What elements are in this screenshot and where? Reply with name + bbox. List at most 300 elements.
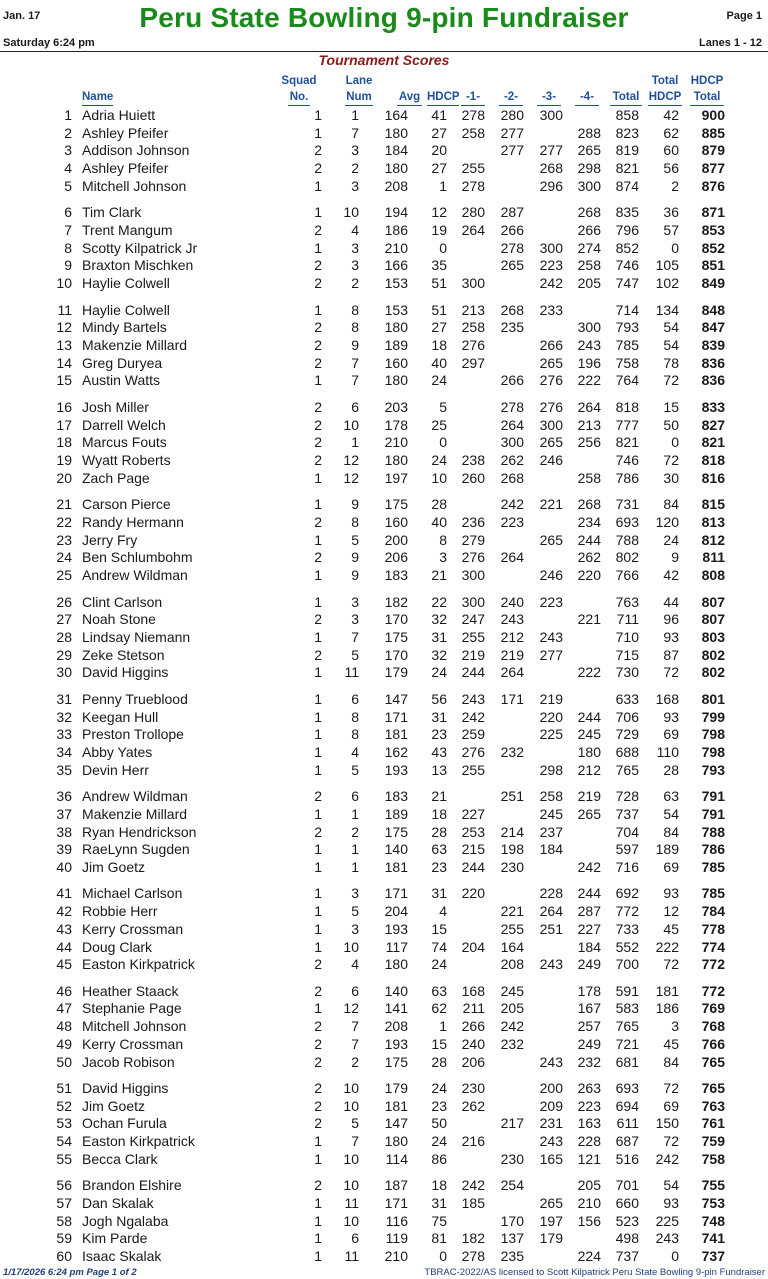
cell-hdcp-total: 765 [701, 1053, 725, 1070]
cell-game-2: 235 [500, 1248, 524, 1265]
cell-name: Tim Clark [82, 204, 142, 221]
cell-game-3: 258 [539, 788, 563, 805]
cell-rank: 54 [56, 1133, 72, 1150]
cell-total-hdcp: 225 [655, 1212, 679, 1229]
cell-lane: 8 [351, 708, 359, 725]
cell-hdcp: 24 [431, 452, 447, 468]
cell-squad: 2 [314, 956, 322, 973]
cell-squad: 2 [314, 319, 322, 336]
cell-game-3: 165 [539, 1150, 563, 1167]
cell-game-2: 164 [500, 938, 524, 955]
cell-lane: 3 [351, 885, 359, 902]
cell-lane: 3 [351, 920, 359, 937]
cell-avg: 182 [384, 593, 408, 610]
cell-avg: 187 [384, 1177, 408, 1194]
cell-game-3: 277 [539, 142, 563, 159]
cell-game-2: 245 [500, 982, 524, 999]
cell-total-hdcp: 134 [655, 301, 679, 318]
cell-name: Isaac Skalak [82, 1248, 162, 1265]
cell-game-1: 253 [461, 823, 485, 840]
cell-squad: 2 [314, 354, 322, 371]
table-row [0, 354, 768, 372]
cell-squad: 1 [314, 1248, 322, 1265]
cell-rank: 40 [56, 858, 72, 875]
cell-game-2: 223 [500, 513, 524, 530]
cell-squad: 1 [314, 239, 322, 256]
cell-lane: 10 [343, 1150, 359, 1167]
cell-name: Doug Clark [82, 938, 153, 955]
cell-rank: 58 [56, 1212, 72, 1229]
cell-avg: 117 [385, 938, 408, 955]
cell-total: 681 [615, 1053, 639, 1070]
cell-name: Jerry Fry [82, 531, 138, 548]
cell-hdcp-total: 793 [701, 761, 725, 778]
cell-avg: 162 [384, 743, 408, 760]
cell-hdcp-total: 785 [701, 858, 725, 875]
cell-avg: 170 [384, 611, 408, 628]
cell-total-hdcp: 84 [663, 1053, 679, 1070]
cell-name: Braxton Mischken [82, 257, 194, 274]
cell-hdcp-total: 853 [701, 222, 725, 238]
cell-avg: 179 [384, 664, 408, 681]
cell-game-3: 179 [539, 1230, 563, 1247]
cell-lane: 5 [351, 1115, 359, 1132]
cell-total-hdcp: 54 [663, 337, 679, 353]
cell-lane: 3 [351, 611, 359, 628]
cell-game-3: 221 [539, 496, 563, 513]
cell-total-hdcp: 84 [663, 823, 679, 840]
cell-hdcp-total: 811 [702, 549, 725, 566]
cell-game-3: 223 [539, 257, 563, 274]
cell-hdcp: 21 [431, 567, 447, 583]
cell-game-2: 300 [500, 434, 524, 451]
cell-squad: 1 [314, 1230, 322, 1247]
cell-lane: 6 [351, 690, 359, 707]
cell-rank: 9 [64, 257, 72, 274]
cell-name: Heather Staack [82, 982, 179, 999]
cell-rank: 36 [56, 788, 72, 805]
cell-total: 737 [615, 805, 639, 822]
cell-game-4: 266 [577, 222, 601, 238]
cell-name: Wyatt Roberts [82, 452, 171, 468]
report-title: Peru State Bowling 9-pin Fundraiser [139, 2, 629, 33]
cell-game-2: 232 [500, 743, 524, 760]
cell-name: Robbie Herr [82, 903, 158, 920]
cell-avg: 208 [384, 177, 408, 194]
cell-total: 777 [615, 416, 639, 433]
cell-hdcp-total: 802 [701, 646, 725, 663]
cell-game-4: 221 [577, 611, 601, 628]
cell-game-2: 243 [500, 611, 524, 628]
cell-game-4: 220 [577, 567, 601, 583]
cell-avg: 140 [384, 841, 408, 858]
table-row [0, 982, 768, 1000]
cell-lane: 8 [351, 513, 359, 530]
cell-squad: 1 [314, 628, 322, 645]
cell-squad: 1 [314, 726, 322, 743]
cell-total: 687 [615, 1133, 639, 1150]
cell-game-1: 260 [461, 469, 485, 486]
table-row [0, 805, 768, 823]
cell-squad: 1 [314, 177, 322, 194]
cell-rank: 3 [64, 142, 72, 159]
cell-hdcp: 41 [431, 107, 447, 123]
cell-game-3: 276 [539, 398, 563, 415]
cell-lane: 2 [351, 1053, 359, 1070]
cell-total-hdcp: 57 [663, 222, 679, 238]
cell-hdcp-total: 761 [701, 1115, 725, 1132]
cell-game-1: 300 [461, 567, 485, 583]
cell-total: 591 [615, 982, 639, 999]
cell-squad: 1 [314, 903, 322, 920]
cell-hdcp-total: 798 [701, 726, 725, 743]
cell-rank: 41 [56, 885, 72, 902]
cell-name: Easton Kirkpatrick [82, 956, 195, 973]
cell-game-3: 300 [539, 416, 563, 433]
cell-hdcp-total: 803 [701, 628, 725, 645]
cell-game-4: 249 [577, 956, 601, 973]
cell-name: Noah Stone [82, 611, 156, 628]
cell-hdcp: 24 [431, 664, 447, 681]
table-row [0, 610, 768, 628]
cell-game-2: 278 [500, 398, 524, 415]
cell-squad: 1 [314, 1150, 322, 1167]
cell-game-1: 259 [461, 726, 485, 743]
cell-rank: 7 [64, 222, 72, 238]
cell-avg: 194 [384, 204, 408, 221]
cell-game-1: 276 [461, 337, 485, 353]
cell-avg: 181 [384, 858, 408, 875]
cell-hdcp: 18 [431, 1177, 447, 1194]
cell-game-2: 264 [500, 416, 524, 433]
cell-game-2: 235 [500, 319, 524, 336]
cell-name: Haylie Colwell [82, 301, 170, 318]
cell-rank: 23 [56, 531, 72, 548]
cell-name: Kerry Crossman [82, 920, 184, 937]
table-row [0, 1053, 768, 1071]
cell-total-hdcp: 110 [656, 743, 679, 760]
cell-game-1: 185 [461, 1195, 485, 1211]
cell-game-1: 227 [461, 805, 485, 822]
cell-squad: 2 [314, 1177, 322, 1194]
cell-game-3: 265 [539, 434, 563, 451]
cell-avg: 178 [384, 416, 408, 433]
cell-game-2: 266 [500, 222, 524, 238]
cell-name: Darrell Welch [82, 416, 166, 433]
cell-hdcp: 75 [431, 1212, 447, 1229]
cell-game-3: 225 [539, 726, 563, 743]
cell-hdcp-total: 778 [701, 920, 725, 937]
cell-total: 758 [615, 354, 639, 371]
cell-squad: 1 [314, 1212, 322, 1229]
cell-game-3: 223 [539, 593, 563, 610]
table-row [0, 256, 768, 274]
cell-avg: 210 [384, 239, 408, 256]
cell-rank: 50 [56, 1053, 72, 1070]
cell-game-3: 243 [539, 628, 563, 645]
cell-name: Jim Goetz [82, 1097, 146, 1114]
cell-game-4: 265 [577, 142, 601, 159]
cell-hdcp: 0 [439, 239, 447, 256]
cell-rank: 51 [56, 1080, 72, 1096]
col-hdcp-total-bottom: Total [690, 89, 724, 106]
cell-total-hdcp: 93 [663, 1195, 679, 1211]
cell-hdcp: 31 [431, 885, 447, 902]
cell-lane: 9 [351, 567, 359, 583]
cell-game-4: 287 [577, 903, 601, 920]
cell-game-1: 258 [461, 124, 485, 141]
cell-hdcp-total: 772 [701, 956, 725, 973]
cell-total-hdcp: 96 [663, 611, 679, 628]
table-row [0, 593, 768, 611]
cell-rank: 43 [56, 920, 72, 937]
cell-game-3: 265 [539, 531, 563, 548]
cell-game-4: 288 [577, 124, 601, 141]
cell-game-2: 255 [500, 920, 524, 937]
cell-total-hdcp: 0 [671, 1248, 679, 1265]
cell-squad: 2 [314, 549, 322, 566]
cell-avg: 147 [384, 1115, 408, 1132]
cell-total-hdcp: 72 [663, 1133, 679, 1150]
cell-name: Keegan Hull [82, 708, 159, 725]
cell-game-2: 266 [500, 372, 524, 389]
table-row [0, 840, 768, 858]
cell-name: Josh Miller [82, 398, 149, 415]
cell-hdcp: 24 [431, 1133, 447, 1150]
col-total-hdcp-top: Total [651, 75, 679, 87]
cell-game-2: 214 [500, 823, 524, 840]
cell-avg: 193 [384, 761, 408, 778]
cell-hdcp: 20 [431, 142, 447, 159]
cell-hdcp-total: 774 [701, 938, 725, 955]
cell-total-hdcp: 222 [655, 938, 679, 955]
cell-rank: 47 [56, 1000, 72, 1017]
cell-avg: 180 [384, 452, 408, 468]
cell-rank: 56 [56, 1177, 72, 1194]
cell-hdcp: 19 [431, 222, 447, 238]
cell-game-3: 243 [539, 956, 563, 973]
cell-name: Jacob Robison [82, 1053, 175, 1070]
cell-name: Dan Skalak [82, 1195, 154, 1211]
table-row [0, 823, 768, 841]
cell-total-hdcp: 93 [663, 885, 679, 902]
cell-hdcp-total: 758 [701, 1150, 725, 1167]
cell-name: Michael Carlson [82, 885, 183, 902]
cell-name: Brandon Elshire [82, 1177, 182, 1194]
cell-rank: 27 [56, 611, 72, 628]
cell-game-3: 184 [539, 841, 563, 858]
cell-hdcp: 5 [439, 398, 447, 415]
cell-lane: 5 [351, 531, 359, 548]
cell-squad: 1 [314, 920, 322, 937]
cell-game-4: 222 [577, 664, 601, 681]
cell-name: Scotty Kilpatrick Jr [82, 239, 198, 256]
cell-hdcp-total: 848 [701, 301, 725, 318]
cell-name: Penny Trueblood [82, 690, 188, 707]
cell-name: Ochan Furula [82, 1115, 167, 1132]
cell-game-4: 223 [577, 1097, 601, 1114]
cell-hdcp-total: 807 [701, 593, 725, 610]
cell-total-hdcp: 93 [663, 628, 679, 645]
cell-game-2: 208 [500, 956, 524, 973]
cell-name: Abby Yates [82, 743, 153, 760]
table-row [0, 239, 768, 257]
cell-squad: 1 [314, 301, 322, 318]
cell-game-2: 262 [500, 452, 524, 468]
cell-game-1: 230 [461, 1080, 485, 1096]
cell-hdcp-total: 852 [701, 239, 725, 256]
cell-rank: 44 [56, 938, 72, 955]
cell-game-4: 232 [577, 1053, 601, 1070]
cell-total: 763 [615, 593, 639, 610]
cell-avg: 114 [385, 1150, 408, 1167]
cell-rank: 57 [56, 1195, 72, 1211]
col-game-4: -4- [575, 89, 599, 106]
cell-rank: 30 [56, 664, 72, 681]
cell-game-4: 167 [577, 1000, 601, 1017]
cell-rank: 13 [56, 337, 72, 353]
cell-hdcp-total: 772 [701, 982, 725, 999]
cell-squad: 1 [314, 761, 322, 778]
cell-game-1: 244 [461, 664, 485, 681]
cell-total: 764 [615, 372, 639, 389]
cell-game-4: 268 [577, 204, 601, 221]
cell-rank: 22 [56, 513, 72, 530]
cell-total-hdcp: 69 [663, 858, 679, 875]
cell-game-4: 180 [577, 743, 601, 760]
cell-game-1: 255 [461, 761, 485, 778]
cell-game-3: 266 [539, 337, 563, 353]
cell-game-2: 205 [500, 1000, 524, 1017]
cell-avg: 204 [384, 903, 408, 920]
cell-game-2: 221 [500, 903, 524, 920]
cell-game-3: 300 [539, 239, 563, 256]
table-row [0, 566, 768, 584]
cell-rank: 48 [56, 1018, 72, 1035]
cell-squad: 2 [314, 1115, 322, 1132]
cell-total-hdcp: 36 [663, 204, 679, 221]
cell-total: 729 [615, 726, 639, 743]
cell-hdcp-total: 741 [701, 1230, 725, 1247]
cell-game-3: 243 [539, 1053, 563, 1070]
cell-game-4: 156 [577, 1212, 601, 1229]
cell-total-hdcp: 105 [655, 257, 679, 274]
table-row [0, 177, 768, 195]
cell-hdcp-total: 737 [701, 1248, 725, 1265]
cell-hdcp: 12 [431, 204, 447, 221]
cell-game-3: 220 [539, 708, 563, 725]
cell-rank: 19 [56, 452, 72, 468]
cell-game-2: 230 [500, 1150, 524, 1167]
cell-hdcp: 22 [431, 593, 447, 610]
col-squad-top: Squad [281, 75, 317, 87]
cell-rank: 45 [56, 956, 72, 973]
cell-hdcp-total: 813 [701, 513, 725, 530]
cell-lane: 12 [343, 469, 359, 486]
cell-avg: 210 [384, 1248, 408, 1265]
cell-avg: 141 [384, 1000, 408, 1017]
cell-squad: 1 [314, 664, 322, 681]
cell-game-1: 244 [461, 858, 485, 875]
cell-game-1: 211 [462, 1000, 485, 1017]
table-row [0, 203, 768, 221]
cell-game-4: 242 [577, 858, 601, 875]
table-row [0, 124, 768, 142]
cell-total-hdcp: 2 [671, 177, 679, 194]
cell-squad: 1 [314, 469, 322, 486]
cell-total: 858 [615, 107, 639, 123]
cell-hdcp-total: 802 [701, 664, 725, 681]
cell-squad: 1 [314, 531, 322, 548]
cell-squad: 2 [314, 337, 322, 353]
cell-avg: 171 [384, 708, 408, 725]
cell-game-3: 200 [539, 1080, 563, 1096]
cell-hdcp-total: 785 [701, 885, 725, 902]
table-row [0, 690, 768, 708]
cell-rank: 21 [56, 496, 72, 513]
cell-game-1: 255 [461, 628, 485, 645]
cell-game-2: 198 [500, 841, 524, 858]
cell-game-1: 247 [461, 611, 485, 628]
cell-total: 721 [615, 1035, 639, 1052]
cell-name: Mitchell Johnson [82, 1018, 187, 1035]
col-name: Name [82, 89, 113, 106]
cell-name: Stephanie Page [82, 1000, 182, 1017]
table-row [0, 469, 768, 487]
cell-lane: 9 [351, 549, 359, 566]
cell-total: 728 [615, 788, 639, 805]
table-row [0, 433, 768, 451]
cell-lane: 11 [344, 1195, 359, 1211]
cell-avg: 189 [384, 337, 408, 353]
table-row [0, 1035, 768, 1053]
cell-squad: 1 [314, 1000, 322, 1017]
cell-total-hdcp: 78 [663, 354, 679, 371]
table-row [0, 920, 768, 938]
cell-total-hdcp: 72 [663, 452, 679, 468]
cell-hdcp: 31 [431, 628, 447, 645]
table-row [0, 884, 768, 902]
cell-squad: 1 [314, 690, 322, 707]
cell-avg: 170 [384, 646, 408, 663]
cell-hdcp: 15 [431, 1035, 447, 1052]
cell-total-hdcp: 12 [663, 903, 679, 920]
cell-rank: 24 [56, 549, 72, 566]
cell-hdcp: 27 [431, 319, 447, 336]
cell-hdcp: 32 [431, 646, 447, 663]
cell-rank: 32 [56, 708, 72, 725]
cell-rank: 53 [56, 1115, 72, 1132]
cell-lane: 4 [351, 743, 359, 760]
cell-game-3: 242 [539, 275, 563, 292]
cell-game-4: 268 [577, 496, 601, 513]
cell-game-3: 233 [539, 301, 563, 318]
cell-hdcp: 40 [431, 513, 447, 530]
cell-hdcp-total: 798 [701, 743, 725, 760]
cell-game-1: 182 [461, 1230, 485, 1247]
cell-avg: 179 [384, 1080, 408, 1096]
cell-total: 733 [615, 920, 639, 937]
cell-game-3: 296 [539, 177, 563, 194]
cell-name: Trent Mangum [82, 222, 173, 238]
cell-game-2: 137 [500, 1230, 524, 1247]
cell-lane: 10 [343, 1080, 359, 1096]
cell-avg: 180 [384, 319, 408, 336]
cell-avg: 160 [384, 354, 408, 371]
cell-lane: 12 [343, 1000, 359, 1017]
cell-rank: 8 [64, 239, 72, 256]
cell-hdcp-total: 836 [701, 354, 725, 371]
